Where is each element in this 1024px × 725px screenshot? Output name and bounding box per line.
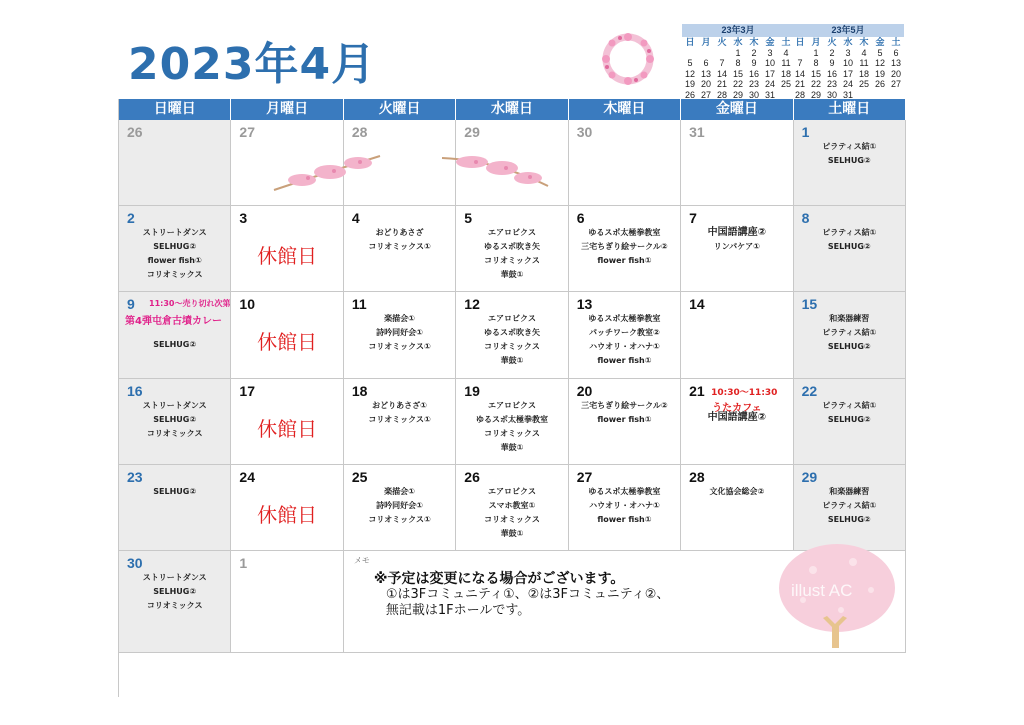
event-item: 華鼓①	[500, 356, 524, 365]
event-list	[344, 487, 455, 525]
weekday-wed: 水曜日	[456, 99, 568, 120]
day-cell	[231, 206, 343, 292]
event-list	[794, 401, 905, 425]
event-item: パッチワーク教室②	[589, 328, 660, 337]
event-list	[344, 401, 455, 425]
day-number: 29	[464, 124, 480, 140]
day-number: 1	[801, 124, 810, 140]
weekday-sun: 日曜日	[119, 99, 231, 120]
closed-label: 休館日	[257, 330, 318, 354]
day-cell	[119, 292, 231, 379]
event-item: おどりあさざ	[375, 228, 424, 237]
event-item: ハウオリ・オハナ①	[589, 501, 660, 510]
mini-day: 22	[732, 79, 743, 89]
day-cell	[569, 292, 681, 379]
event-item: 中国語講座②	[707, 412, 767, 423]
day-cell	[794, 206, 906, 292]
event-item: 和楽器練習	[829, 487, 870, 496]
day-cell	[681, 379, 793, 465]
day-cell	[681, 465, 793, 551]
day-cell	[456, 465, 568, 551]
mini-day: 5	[687, 58, 693, 68]
event-list	[119, 487, 230, 497]
memo-label: メモ	[353, 556, 370, 565]
day-number: 29	[801, 469, 818, 485]
mini-dow: 月	[701, 37, 711, 47]
event-item: ストリートダンス	[142, 573, 207, 582]
day-cell	[569, 465, 681, 551]
weekday-thu: 木曜日	[569, 99, 681, 120]
mini-day: 8	[813, 58, 819, 68]
mini-day: 9	[751, 58, 757, 68]
mini-dow: 火	[827, 37, 837, 47]
mini-day	[682, 48, 698, 59]
mini-day: 23	[826, 79, 837, 89]
closed-label: 休館日	[257, 503, 318, 527]
day-cell	[231, 379, 343, 465]
day-cell	[231, 465, 343, 551]
mini-day: 6	[703, 58, 709, 68]
event-item: リンパケア①	[713, 242, 760, 251]
mini-day	[714, 48, 730, 59]
event-item: ピラティス結①	[822, 328, 877, 337]
event-item: SELHUG②	[827, 415, 871, 424]
event-item: エアロビクス	[488, 487, 536, 496]
event-item: スマホ教室①	[488, 501, 536, 510]
day-cell	[119, 206, 231, 292]
weekday-sat: 土曜日	[794, 99, 906, 120]
mini-day: 31	[764, 89, 775, 100]
day-cell	[231, 551, 343, 653]
day-number: 14	[689, 296, 705, 312]
event-item: 詩吟同好会①	[376, 328, 423, 337]
day-number: 31	[689, 124, 705, 140]
event-item: ハウオリ・オハナ①	[589, 342, 660, 351]
event-list	[119, 228, 230, 280]
mini-day: 31	[842, 89, 853, 100]
event-list	[344, 314, 455, 352]
mini-day: 12	[874, 58, 885, 68]
day-number: 15	[801, 296, 818, 312]
mini-dow: 金	[875, 37, 885, 47]
day-number: 17	[239, 383, 255, 399]
mini-day: 27	[890, 79, 901, 89]
mini-day: 26	[684, 89, 695, 100]
day-cell	[456, 206, 568, 292]
event-item: 楽描会①	[384, 487, 415, 496]
mini-day: 15	[810, 68, 821, 79]
event-item: ピラティス結①	[822, 401, 877, 410]
day-number: 20	[576, 383, 593, 399]
day-cell	[569, 206, 681, 292]
mini-day: 16	[748, 68, 759, 79]
mini-day: 24	[764, 79, 775, 89]
event-item: コリオミックス	[146, 429, 203, 438]
mini-day: 18	[780, 68, 791, 79]
mini-day: 11	[859, 58, 869, 68]
day-number: 19	[464, 383, 480, 399]
watermark-text: illust AC	[791, 581, 853, 600]
mini-day: 19	[874, 68, 885, 79]
weekday-header	[119, 99, 906, 120]
mini-day: 14	[794, 68, 805, 79]
mini-day: 1	[813, 47, 819, 58]
day-cell	[794, 465, 906, 551]
event-item: SELHUG②	[827, 242, 871, 251]
mini-dow: 水	[733, 37, 743, 47]
mini-day: 25	[780, 79, 791, 89]
mini-day: 29	[810, 89, 821, 100]
event-item: flower fish①	[597, 515, 652, 524]
day-cell	[794, 379, 906, 465]
mini-calendar-title: 23年5月	[792, 24, 904, 37]
event-item: 三宅ちぎり絵サークル②	[581, 401, 668, 410]
event-list	[569, 228, 680, 266]
cherry-blossom-branch-icon	[272, 150, 382, 196]
event-item: コリオミックス	[484, 429, 540, 438]
day-number: 21	[689, 383, 705, 399]
mini-day	[792, 48, 808, 59]
weekday-mon: 月曜日	[231, 99, 343, 120]
event-list	[681, 413, 792, 423]
closed-label: 休館日	[257, 417, 318, 441]
event-item: ゆるスポ太極拳教室	[588, 487, 661, 496]
mini-day: 10	[764, 58, 775, 68]
event-item: ゆるスポ太極拳教室	[588, 314, 661, 323]
event-item: コリオミックス	[146, 601, 203, 610]
mini-day	[698, 48, 714, 59]
event-list	[456, 487, 567, 539]
event-item: ピラティス結①	[822, 501, 877, 510]
day-number: 22	[801, 383, 818, 399]
day-number: 16	[127, 383, 143, 399]
mini-day: 13	[890, 58, 901, 68]
event-item: 華鼓①	[500, 443, 524, 452]
event-item: コリオミックス	[146, 270, 203, 279]
day-number: 7	[689, 210, 697, 226]
event-item: 中国語講座②	[707, 227, 767, 238]
event-item: 和楽器練習	[829, 314, 870, 323]
mini-day: 21	[716, 79, 727, 89]
event-list	[794, 142, 905, 166]
cherry-blossom-branch-icon	[440, 150, 550, 196]
event-item: ゆるスポ吹き矢	[483, 242, 540, 251]
day-number: 11	[351, 296, 367, 312]
event-item: SELHUG②	[153, 415, 197, 424]
day-cell	[119, 120, 231, 206]
day-number: 3	[239, 210, 248, 226]
day-cell	[456, 292, 568, 379]
mini-day: 7	[797, 58, 803, 68]
day-number: 1	[239, 555, 248, 571]
mini-dow: 日	[795, 37, 805, 47]
day-number: 23	[127, 469, 143, 485]
mini-day: 17	[842, 68, 853, 79]
event-item: flower fish①	[597, 415, 652, 424]
mini-day: 6	[893, 47, 899, 58]
event-list	[794, 487, 905, 525]
day-cell	[344, 292, 456, 379]
day-number: 18	[351, 383, 368, 399]
special-event-title: 第4弾屯倉古墳カレー	[125, 316, 222, 327]
closed-label: 休館日	[257, 244, 318, 268]
day-cell	[231, 292, 343, 379]
sakura-tree-icon	[763, 540, 903, 650]
event-item: SELHUG②	[827, 156, 871, 165]
event-item: flower fish①	[147, 256, 202, 265]
event-item: コリオミックス①	[368, 415, 431, 424]
day-number: 28	[689, 469, 705, 485]
day-cell	[794, 292, 906, 379]
mini-day: 14	[716, 68, 727, 79]
mini-day: 26	[874, 79, 885, 89]
mini-day: 1	[735, 47, 741, 58]
mini-day: 24	[842, 79, 853, 89]
mini-day: 30	[826, 89, 837, 100]
event-list	[681, 487, 792, 497]
event-item: flower fish①	[597, 356, 652, 365]
event-item: SELHUG②	[153, 340, 197, 349]
mini-day: 7	[719, 58, 725, 68]
day-cell	[681, 120, 793, 206]
event-list	[456, 401, 567, 453]
mini-day: 10	[842, 58, 853, 68]
day-cell	[119, 551, 231, 653]
event-item: エアロビクス	[488, 314, 536, 323]
event-item: SELHUG②	[153, 487, 197, 496]
event-item: エアロビクス	[488, 401, 536, 410]
month-title: 2023年4月	[128, 39, 377, 90]
day-number: 12	[464, 296, 480, 312]
day-cell	[681, 292, 793, 379]
event-list	[119, 340, 230, 350]
memo-area	[344, 551, 906, 653]
day-cell	[344, 206, 456, 292]
mini-calendar-may	[792, 24, 904, 100]
mini-day: 20	[890, 68, 901, 79]
mini-day: 12	[684, 68, 695, 79]
mini-day: 19	[684, 79, 695, 89]
event-item: 文化協会総会②	[709, 487, 765, 496]
day-number: 9	[127, 296, 135, 312]
day-number: 8	[801, 210, 810, 226]
event-item: SELHUG②	[153, 587, 197, 596]
mini-day: 16	[826, 68, 837, 79]
day-number: 30	[127, 555, 143, 571]
cafe-event-title: うたカフェ	[712, 403, 762, 414]
event-time: 11:30～売り切れ次第	[149, 299, 231, 308]
mini-dow: 金	[765, 37, 775, 47]
event-item: コリオミックス①	[368, 242, 431, 251]
mini-day: 4	[861, 47, 867, 58]
mini-day: 5	[877, 47, 883, 58]
mini-day: 2	[751, 47, 757, 58]
mini-dow: 木	[859, 37, 869, 47]
event-time: 10:30～11:30	[711, 388, 778, 398]
event-item: コリオミックス①	[368, 515, 431, 524]
day-cell	[569, 120, 681, 206]
mini-dow: 木	[749, 37, 759, 47]
day-cell	[119, 465, 231, 551]
mini-dow: 土	[781, 37, 791, 47]
event-list	[569, 401, 680, 425]
event-item: ゆるスポ太極拳教室	[588, 228, 661, 237]
mini-day: 25	[858, 79, 869, 89]
mini-day: 2	[829, 47, 835, 58]
day-cell	[119, 379, 231, 465]
day-number: 27	[576, 469, 593, 485]
day-number: 30	[576, 124, 593, 140]
day-number: 10	[239, 296, 255, 312]
mini-day: 11	[781, 58, 791, 68]
mini-day: 29	[732, 89, 743, 100]
memo-note	[374, 571, 670, 619]
event-item: コリオミックス①	[368, 342, 431, 351]
event-item: コリオミックス	[484, 515, 540, 524]
mini-day: 18	[858, 68, 869, 79]
day-number: 25	[351, 469, 368, 485]
day-cell	[344, 465, 456, 551]
event-list	[569, 487, 680, 525]
event-list	[119, 573, 230, 611]
sakura-wreath-icon	[597, 28, 659, 90]
event-list	[119, 401, 230, 439]
day-number: 2	[127, 210, 135, 226]
event-list	[794, 228, 905, 252]
event-item: ピラティス結①	[822, 142, 877, 151]
mini-day: 27	[700, 89, 711, 100]
event-list	[681, 228, 792, 252]
day-cell	[681, 206, 793, 292]
event-item: ピラティス結①	[822, 228, 877, 237]
day-cell	[794, 120, 906, 206]
weekday-tue: 火曜日	[344, 99, 456, 120]
day-number: 27	[239, 124, 255, 140]
mini-day: 4	[783, 47, 789, 58]
event-item: SELHUG②	[153, 242, 197, 251]
event-item: flower fish①	[597, 256, 652, 265]
mini-day: 17	[764, 68, 775, 79]
day-number: 26	[464, 469, 480, 485]
mini-day: 8	[735, 58, 741, 68]
event-item: コリオミックス	[484, 342, 540, 351]
memo-line-2: ①は3Fコミュニティ①、②は3Fコミュニティ②、	[385, 587, 670, 602]
mini-day: 23	[748, 79, 759, 89]
mini-day: 30	[748, 89, 759, 100]
event-item: 華鼓①	[500, 270, 524, 279]
event-list	[794, 314, 905, 352]
event-item: 詩吟同好会①	[376, 501, 423, 510]
event-item: おどりあさざ①	[372, 401, 427, 410]
mini-dow: 月	[811, 37, 821, 47]
mini-calendar-title: 23年3月	[682, 24, 794, 37]
mini-dow: 火	[717, 37, 727, 47]
mini-day: 28	[794, 89, 805, 100]
event-item: ゆるスポ吹き矢	[483, 328, 540, 337]
event-list	[456, 228, 567, 280]
weekday-fri: 金曜日	[681, 99, 793, 120]
mini-day: 15	[732, 68, 743, 79]
mini-day: 20	[700, 79, 711, 89]
event-item: ストリートダンス	[142, 228, 207, 237]
mini-day: 21	[794, 79, 805, 89]
mini-day: 3	[767, 47, 773, 58]
mini-dow: 日	[685, 37, 695, 47]
day-cell	[344, 379, 456, 465]
day-cell	[569, 379, 681, 465]
mini-calendar-march	[682, 24, 794, 100]
day-number: 24	[239, 469, 255, 485]
mini-day: 9	[829, 58, 835, 68]
mini-dow: 水	[843, 37, 853, 47]
day-number: 4	[351, 210, 360, 226]
event-item: 楽描会①	[384, 314, 415, 323]
memo-line-1: ※予定は変更になる場合がございます。	[373, 571, 625, 587]
day-grid	[119, 120, 906, 653]
event-item: SELHUG②	[827, 342, 871, 351]
event-item: SELHUG②	[827, 515, 871, 524]
day-number: 6	[576, 210, 585, 226]
day-number: 5	[464, 210, 473, 226]
day-number: 13	[576, 296, 593, 312]
event-item: ゆるスポ太極拳教室	[475, 415, 548, 424]
event-list	[456, 314, 567, 366]
event-item: エアロビクス	[488, 228, 536, 237]
event-item: ストリートダンス	[142, 401, 207, 410]
day-number: 26	[127, 124, 143, 140]
event-item: 華鼓①	[500, 529, 524, 538]
mini-day: 28	[716, 89, 727, 100]
mini-dow: 土	[891, 37, 901, 47]
mini-day: 13	[700, 68, 711, 79]
mini-day: 3	[845, 47, 851, 58]
day-number: 28	[351, 124, 368, 140]
event-list	[569, 314, 680, 366]
event-item: 三宅ちぎり絵サークル②	[581, 242, 668, 251]
day-cell	[456, 379, 568, 465]
event-list	[344, 228, 455, 252]
mini-day: 22	[810, 79, 821, 89]
memo-line-3: 無記載は1Fホールです。	[385, 603, 531, 618]
event-item: コリオミックス	[484, 256, 540, 265]
